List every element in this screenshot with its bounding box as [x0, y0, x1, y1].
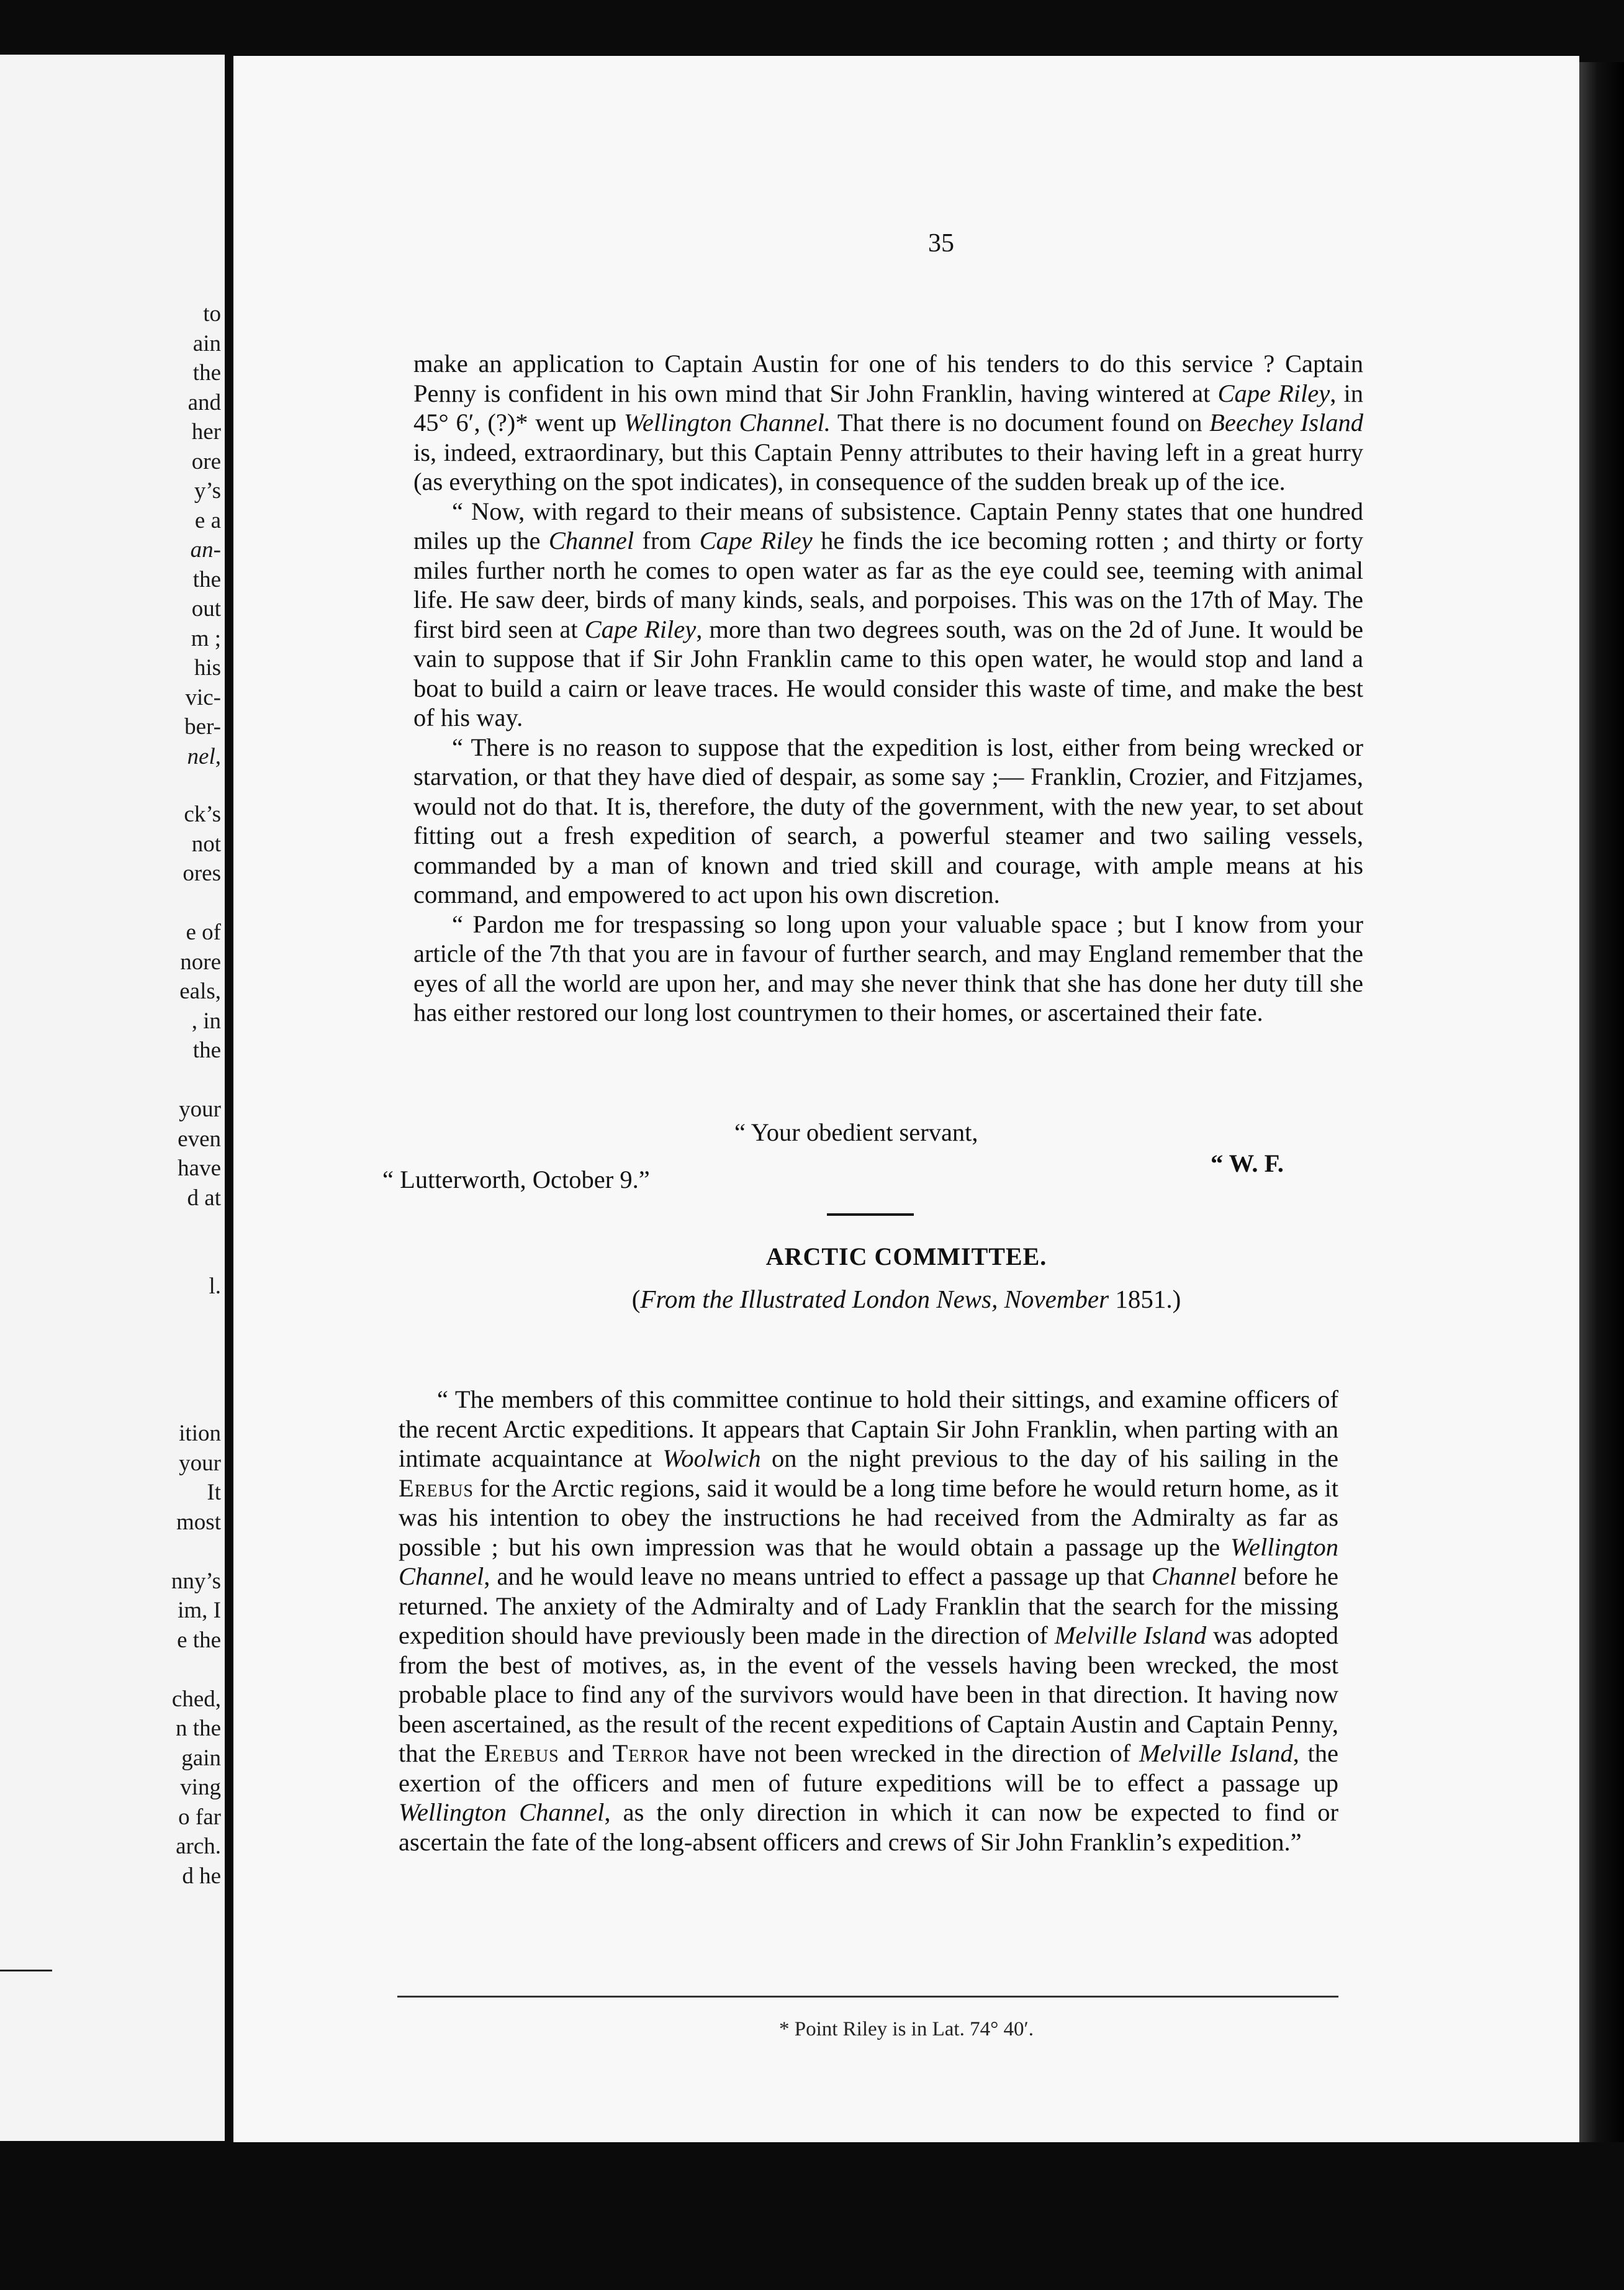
letter-paragraph-1 — [413, 349, 1363, 497]
left-page-fragment-25: your — [179, 1097, 221, 1122]
left-page-fragment-7: y’s — [194, 478, 221, 504]
left-page-fragment-15: ber- — [184, 714, 221, 740]
left-page-fragment-41: o far — [178, 1804, 221, 1830]
section-p1-run-7: , and he would leave no means untried to effect a passage up that — [484, 1562, 1152, 1590]
left-page-fragment-28: d at — [187, 1185, 221, 1211]
letter-paragraph-3 — [413, 733, 1363, 910]
section-heading: ARCTIC COMMITTEE. — [765, 1242, 1047, 1270]
letter-signature: “ W. F. — [1211, 1149, 1284, 1177]
letter-p2-run-1: “ Now, with regard to their means of subsistence. Captain Penny states that one hundred miles up the — [413, 497, 1363, 554]
left-page-fragment-36: e the — [177, 1627, 221, 1653]
left-page-fragment-18: not — [191, 831, 221, 857]
left-page-fragment-6: ore — [191, 449, 221, 474]
left-page-fragment-34: nny’s — [171, 1568, 221, 1594]
letter-p1-run-6: Beechey Island — [1209, 409, 1363, 437]
left-page-fragment-16: nel, — [187, 744, 221, 769]
letter-p2-run-6: Cape Riley — [584, 615, 697, 643]
left-page-fragment-20: e of — [186, 920, 221, 945]
section-p1-run-1: “ The members of this committee continue to hold their sittings, and examine officers of the recent Arctic expeditions. It appears that Captain Sir John Franklin, when parting with an intimate acquaintance at — [399, 1385, 1338, 1472]
left-page-fragment-35: im, I — [178, 1598, 221, 1623]
letter-dateline: “ Lutterworth, October 9.” — [382, 1165, 650, 1193]
left-page-fragment-33: most — [176, 1509, 221, 1535]
letter-p1-run-7: is, indeed, extraordinary, but this Captain Penny attributes to their having left in a great hurry (as everything on the spot indicates), in consequence of the sudden break up of the ice. — [413, 438, 1363, 496]
left-page-fragment-32: It — [207, 1480, 221, 1505]
letter-p1-run-5: That there is no document found on — [830, 409, 1210, 437]
letter-paragraph-4 — [413, 910, 1363, 1028]
left-page-fragment-31: your — [179, 1450, 221, 1476]
section-p1-run-14: Terror — [612, 1739, 690, 1767]
letter-p2-run-2: Channel — [548, 527, 634, 554]
left-page-fragment-26: even — [178, 1126, 221, 1152]
source-open: ( — [631, 1285, 641, 1313]
section-p1-run-18: Wellington Channel — [399, 1798, 605, 1826]
letter-p3-run-1: “ There is no reason to suppose that the expedition is lost, either from being wrecked or starvation, or that they have died of despair, as some say ;— Franklin, Crozier, and Fitzjames, would not do that. It is, therefore, the duty of the government, with the new year, to set about fitting out a fresh expedition of search, a powerful steamer and two sailing vessels, commanded by a man of known and tried skill and courage, with ample means at his command, and empowered to act upon his own discretion. — [413, 733, 1363, 908]
source-close: 1851.) — [1109, 1285, 1181, 1313]
section-p1-run-3: on the night previous to the day of his sailing in the — [760, 1444, 1338, 1472]
section-p1-run-5: for the Arctic regions, said it would be a long time before he would return home, as it was his intention to obey the instructions he had received from the Admiralty as far as possible ; but his own impression was that he would obtain a passage up the — [399, 1473, 1338, 1561]
letter-p4-run-1: “ Pardon me for trespassing so long upon your valuable space ; but I know from your article of the 7th that you are in favour of further search, and may England remember that the eyes of all the world are upon her, and may she never think that she has done her duty till she has either restored our long lost countrymen to their homes, or ascertained their fate. — [413, 910, 1363, 1026]
left-page-fragment-37: ched, — [171, 1686, 221, 1712]
footnote: * Point Riley is in Lat. 74° 40′. — [778, 2018, 1034, 2040]
left-page-fragment-29: l. — [209, 1274, 221, 1299]
left-page-fragment-21: nore — [180, 949, 221, 975]
left-page-fragment-42: arch. — [176, 1834, 221, 1859]
section-p1-run-15: have not been wrecked in the direction of — [689, 1739, 1139, 1767]
page-number: 35 — [928, 229, 954, 258]
section-p1-run-10: Melville Island — [1054, 1621, 1207, 1649]
section-p1-run-16: Melville Island — [1139, 1739, 1293, 1767]
section-divider — [827, 1213, 914, 1216]
left-page-fragment-43: d he — [182, 1863, 221, 1889]
left-page-fragment-12: m ; — [191, 626, 221, 651]
letter-p2-run-4: Cape Riley — [699, 527, 813, 554]
left-page-fragment-23: , in — [191, 1008, 221, 1034]
left-page-fragment-3: the — [192, 360, 221, 386]
section-p1-run-6: Wellington Channel — [399, 1532, 1338, 1590]
section-p1-run-11: was adopted from the best of motives, as, in the event of the vessels having been wrecked, the most probable place to find any of the survivors would have been in that direction. It having now been ascertained, as the result of the recent expeditions of Captain Austin and Captain Penny, that the — [399, 1621, 1338, 1767]
left-page-fragment-11: out — [191, 596, 221, 622]
letter-p1-run-2: Cape Riley — [1217, 379, 1330, 407]
letter-paragraph-2 — [413, 497, 1363, 733]
left-facing-page — [0, 55, 225, 2141]
section-body — [399, 1385, 1338, 1857]
left-page-fragment-9: an- — [190, 537, 221, 563]
left-page-fragment-8: e a — [194, 508, 221, 533]
left-page-fragment-19: ores — [183, 861, 221, 886]
left-page-fragment-17: ck’s — [184, 802, 221, 827]
section-p1-run-9: before he returned. The anxiety of the Admiralty and of Lady Franklin that the search for the missing expedition should have previously been made in the direction of — [399, 1562, 1338, 1649]
left-page-fragment-14: vic- — [185, 685, 221, 710]
source-publication: From the Illustrated London News, November — [640, 1285, 1109, 1313]
left-page-fragment-39: gain — [181, 1745, 221, 1771]
section-p1-run-13: and — [559, 1739, 613, 1767]
left-page-fragment-13: his — [194, 655, 221, 681]
left-page-fragment-22: eals, — [179, 979, 221, 1004]
letter-p1-run-1: make an application to Captain Austin for one of his tenders to do this service ? Captain Penny is confident in his own mind that Sir John Franklin, having wintered at — [413, 350, 1363, 407]
section-p1-run-12: Erebus — [484, 1739, 559, 1767]
footnote-rule — [397, 1996, 1338, 1998]
section-p1-run-17: , the exertion of the officers and men of future expeditions will be to effect a passage up — [399, 1739, 1338, 1797]
left-page-fragment-5: her — [191, 419, 221, 445]
left-page-fragment-10: the — [192, 567, 221, 592]
book-binding-edge — [1579, 62, 1624, 2142]
left-page-fragment-4: and — [187, 390, 221, 415]
main-page — [233, 56, 1579, 2142]
section-p1-run-2: Woolwich — [662, 1444, 761, 1472]
letter-body — [413, 349, 1363, 1028]
letter-p1-run-3: , in 45° 6′, (?)* went up — [413, 379, 1363, 437]
left-page-rule — [0, 1970, 52, 1971]
left-page-fragment-30: ition — [179, 1421, 221, 1446]
letter-p2-run-7: , more than two degrees south, was on the 2d of June. It would be vain to suppose that if Sir John Franklin came to this open water, he would stop and land a boat to build a cairn or leave traces. He would consider this waste of time, and make the best of his way. — [413, 615, 1363, 731]
letter-p2-run-5: he finds the ice becoming rotten ; and thirty or forty miles further north he comes to open water as far as the eye could see, teeming with animal life. He saw deer, birds of many kinds, seals, and porpoises. This was on the 17th of May. The first bird seen at — [413, 527, 1363, 643]
section-p1-run-8: Channel — [1151, 1562, 1237, 1590]
left-page-fragment-38: n the — [176, 1716, 221, 1741]
letter-p2-run-3: from — [634, 527, 700, 554]
section-p1-run-19: , as the only direction in which it can now be expected to find or ascertain the fate of the long-absent officers and crews of Sir John Franklin’s expedition.” — [399, 1798, 1338, 1856]
section-paragraph-1 — [399, 1385, 1338, 1857]
letter-p1-run-4: Wellington Channel. — [623, 409, 831, 437]
left-page-fragment-2: ain — [192, 331, 221, 356]
left-page-fragment-27: have — [178, 1156, 221, 1181]
left-page-fragment-1: to — [203, 301, 221, 327]
letter-closing: “ Your obedient servant, — [734, 1118, 978, 1146]
left-page-fragment-24: the — [192, 1038, 221, 1063]
section-p1-run-4: Erebus — [399, 1473, 474, 1502]
left-page-fragment-40: ving — [180, 1775, 221, 1800]
section-source — [233, 1284, 1579, 1314]
